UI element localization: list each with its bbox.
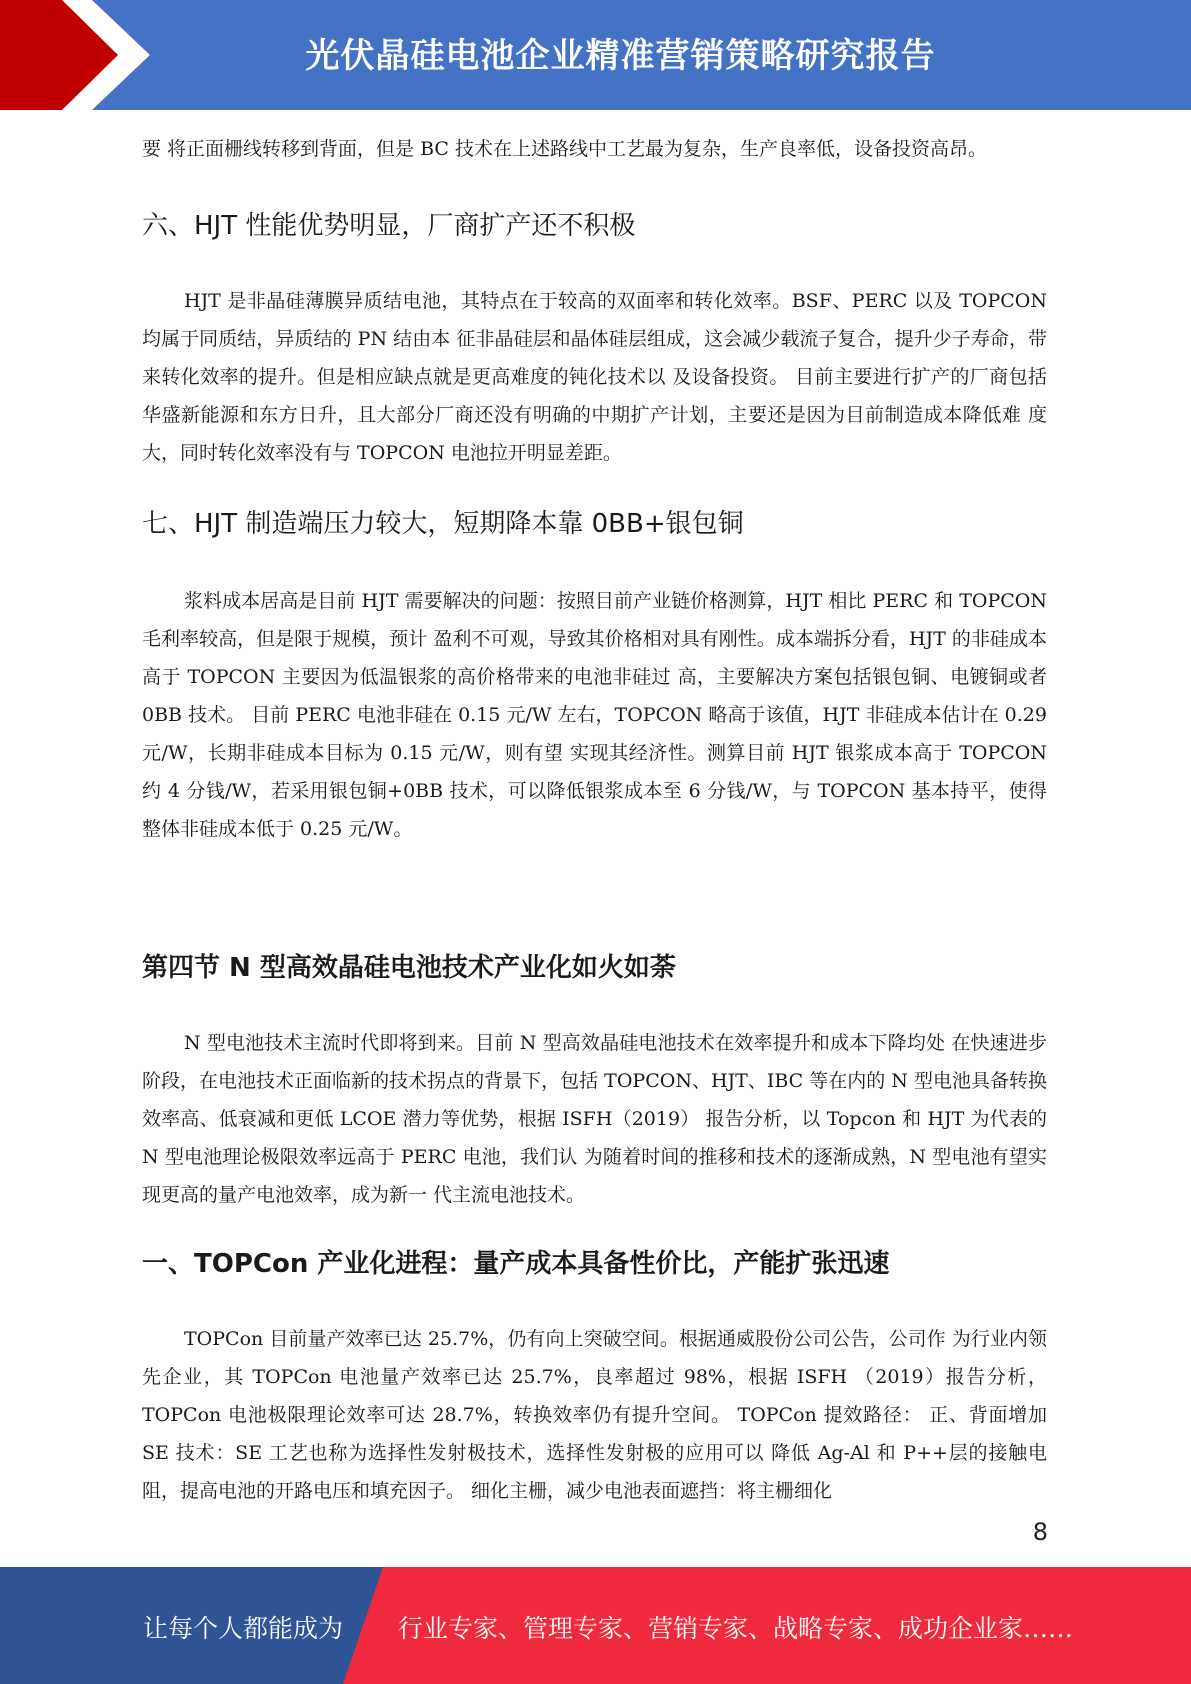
chapter-heading-section-4: 第四节 N 型高效晶硅电池技术产业化如火如荼 bbox=[142, 953, 676, 983]
paragraph-n-type-intro: N 型电池技术主流时代即将到来。目前 N 型高效晶硅电池技术在效率提升和成本下降均处 在快速进步阶段，在电池技术正面临新的技术拐点的背景下，包括 TOPCON、HJT、IBC 等在内的 N 型电池具备转换效率高、低衰减和更低 LCOE 潜力等优势，根据 ISFH（2019） 报告分析，以 Topcon 和 HJT 为代表的 N 型电池理论极限效率远高于 PERC 电池，我们认 为随着时间的推移和技术的逐渐成熟，N 型电池有望实现更高的量产电池效率，成为新一 代主流电池技术。 bbox=[142, 1032, 1047, 1206]
paragraph-hjt-cost: 浆料成本居高是目前 HJT 需要解决的问题：按照目前产业链价格测算，HJT 相比 PERC 和 TOPCON 毛利率较高，但是限于规模，预计 盈利不可观，导致其价格相对具有刚性。成本端拆分看，HJT 的非硅成本高于 TOPCON 主要因为低温银浆的高价格带来的电池非硅过 高，主要解决方案包括银包铜、电镀铜或者 0BB 技术。 目前 PERC 电池非硅在 0.15 元/W 左右，TOPCON 略高于该值，HJT 非硅成本估计在 0.29 元/W，长期非硅成本目标为 0.15 元/W，则有望 实现其经济性。测算目前 HJT 银浆成本高于 TOPCON 约 4 分钱/W，若采用银包铜+0BB 技术，可以降低银浆成本至 6 分钱/W，与 TOPCON 基本持平，使得整体非硅成本低于 0.25 元/W。 bbox=[142, 590, 1047, 840]
heading-topcon-industrialization: 一、TOPCon 产业化进程：量产成本具备性价比，产能扩张迅速 bbox=[142, 1249, 890, 1279]
paragraph-topcon-efficiency: TOPCon 目前量产效率已达 25.7%，仍有向上突破空间。根据通威股份公司公告，公司作 为行业内领先企业，其 TOPCon 电池量产效率已达 25.7%，良率超过 98%，根据 ISFH （2019）报告分析，TOPCon 电池极限理论效率可达 28.7%，转换效率仍有提升空间。 TOPCon 提效路径： 正、背面增加 SE 技术：SE 工艺也称为选择性发射极技术，选择性发射极的应用可以 降低 Ag-Al 和 P++层的接触电阻，提高电池的开路电压和填充因子。 细化主栅，减少电池表面遮挡：将主栅细化 bbox=[142, 1328, 1047, 1502]
footer-slogan-left: 让每个人都能成为 bbox=[143, 1614, 344, 1643]
paragraph-hjt-performance: HJT 是非晶硅薄膜异质结电池，其特点在于较高的双面率和转化效率。BSF、PERC 以及 TOPCON 均属于同质结，异质结的 PN 结由本 征非晶硅层和晶体硅层组成，这会减少载流子复合，提升少子寿命，带来转化效率的提升。但是相应缺点就是更高难度的钝化技术以 及设备投资。 目前主要进行扩产的厂商包括华盛新能源和东方日升，且大部分厂商还没有明确的中期扩产计划，主要还是因为目前制造成本降低难 度大，同时转化效率没有与 TOPCON 电池拉开明显差距。 bbox=[142, 290, 1047, 464]
header-bar bbox=[0, 0, 1191, 110]
footer-bar bbox=[0, 1567, 1191, 1684]
page-number: 8 bbox=[1032, 1518, 1048, 1546]
paragraph-continued: 要 将正面栅线转移到背面，但是 BC 技术在上述路线中工艺最为复杂，生产良率低，设备投资高昂。 bbox=[142, 138, 987, 160]
heading-section-7: 七、HJT 制造端压力较大，短期降本靠 0BB+银包铜 bbox=[142, 509, 744, 539]
page-content bbox=[142, 130, 1047, 1510]
heading-section-6: 六、HJT 性能优势明显，厂商扩产还不积极 bbox=[142, 211, 636, 241]
report-title: 光伏晶硅电池企业精准营销策略研究报告 bbox=[305, 36, 936, 76]
footer-slogan-right: 行业专家、管理专家、营销专家、战略专家、成功企业家…… bbox=[398, 1614, 1074, 1643]
